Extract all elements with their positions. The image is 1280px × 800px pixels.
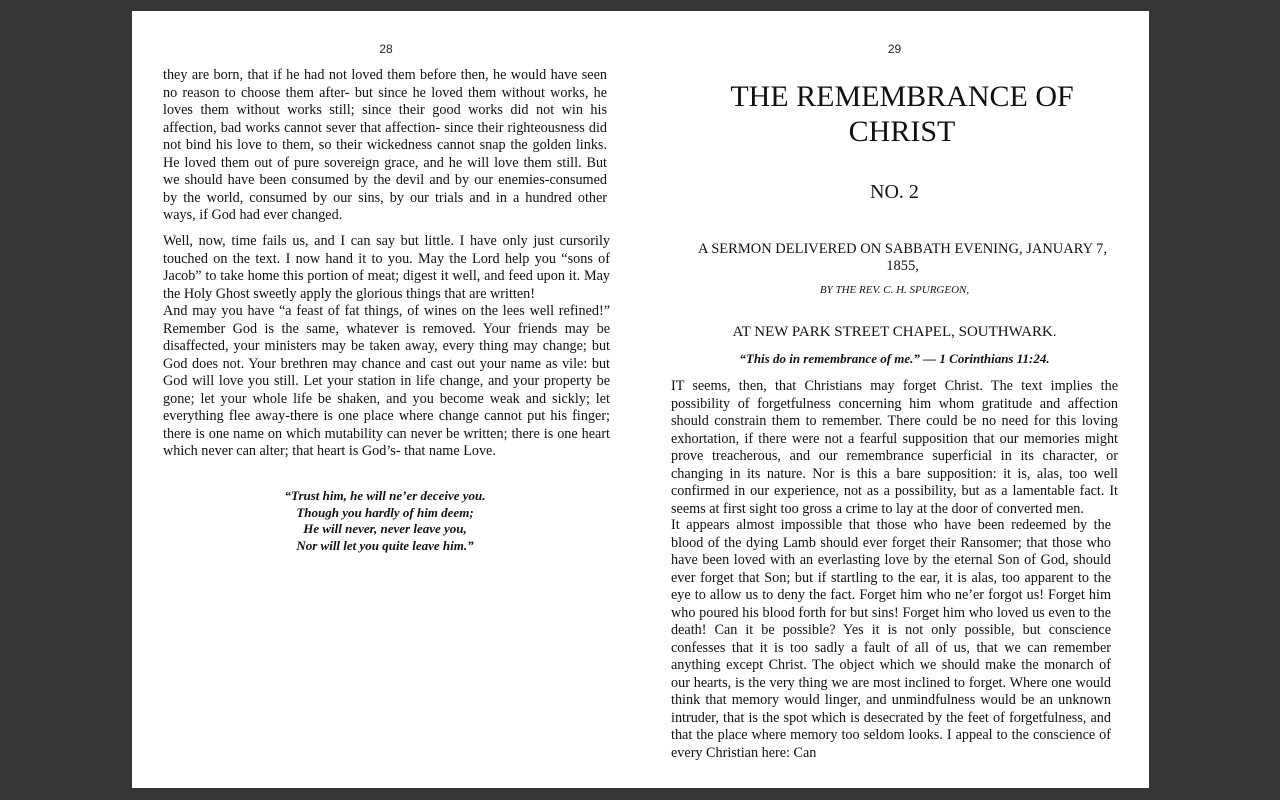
- body-paragraph: And may you have “a feast of fat things, of wines on the lees well refined!” Remember God is the same, whatever is removed. Your friends may be disaffected, your ministers may be taken away, every thing may change; but God does not. Your brethren may chance and cast out your name as vile: but God will love you still. Let your station in life change, and your property be gone; let your whole life be shaken, and you become weak and sickly; let everything flee away-there is one place where change cannot put his finger; there is one name on which mutability can never be written; there is one heart which never can alter; that heart is God’s- that name Love.: [163, 303, 610, 459]
- poem-line: He will never, never leave you,: [303, 521, 467, 536]
- scripture-verse: “This do in remembrance of me.” — 1 Corinthians 11:24.: [739, 351, 1050, 366]
- left-page: [132, 11, 640, 788]
- poem-line: “Trust him, he will ne’er deceive you.: [284, 488, 486, 503]
- delivery-line: 1855,: [886, 258, 919, 274]
- delivery-line: A SERMON DELIVERED ON SABBATH EVENING, JANUARY 7,: [697, 241, 1108, 257]
- sermon-number: NO. 2: [870, 181, 919, 203]
- right-page: [640, 11, 1149, 788]
- page-number: 29: [887, 42, 902, 56]
- poem-quote: [163, 488, 607, 554]
- document-spread: [132, 11, 1149, 788]
- title-line: THE REMEMBRANCE OF: [730, 80, 1074, 113]
- sermon-delivery-line: [685, 241, 1120, 275]
- body-paragraph: they are born, that if he had not loved them before then, he would have seen no reason to choose them after- but since he loved them without works, he loves them without works still; since their good works did not win his affection, bad works cannot sever that affection- since their righteousness did not bind his love to them, so their wickedness cannot snap the golden links. He loved them out of pure sovereign grace, and he will love them still. But we should have been consumed by the devil and by our enemies-consumed by the world, consumed by our sins, by our trials and in a hundred other ways, if God had ever changed.: [163, 67, 607, 223]
- body-paragraph: Well, now, time fails us, and I can say but little. I have only just cursorily touched on the text. I now hand it to you. May the Lord help you “sons of Jacob” to take home this portion of meat; digest it well, and feed upon it. May the Holy Ghost sweetly apply the glorious things that are written!: [163, 233, 610, 302]
- title-line: CHRIST: [848, 115, 956, 148]
- author-line: BY THE REV. C. H. SPURGEON,: [819, 284, 970, 296]
- poem-line: Nor will let you quite leave him.”: [296, 537, 474, 553]
- sermon-title: [712, 79, 1092, 149]
- poem-line: Though you hardly of him deem;: [296, 504, 474, 520]
- page-number: 28: [379, 42, 393, 56]
- body-paragraph: It appears almost impossible that those who have been redeemed by the blood of the dying Lamb should ever forget their Ransomer; that those who have been loved with an everlasting love by the eternal Son of God, should ever forget that Son; but if startling to the ear, it is alas, too apparent to the eye to allow us to deny the fact. Forget him who ne’er forgot us! Forget him who poured his blood forth for but sins! Forget him who loved us even to the death! Can it be possible? Yes it is not only possible, but conscience confesses that it is too sadly a fault of all of us, that we can remember anything except Christ. The object which we should make the monarch of our hearts, is the very thing we are most inclined to forget. Where one would think that memory would linger, and unmindfulness would be an unknown intruder, that is the spot which is desecrated by the feet of forgetfulness, and that the place where memory too seldom looks. I appeal to the conscience of every Christian here: Can: [671, 517, 1111, 761]
- body-text-block: [163, 233, 610, 461]
- body-paragraph: IT seems, then, that Christians may forget Christ. The text implies the possibility of forgetfulness concerning him whom gratitude and affection should constrain them to remember. There could be no need for this loving exhortation, if there were not a fearful supposition that our memories might prove treacherous, and our remembrance superficial in its character, or changing in its nature. Nor is this a bare supposition: it is, alas, too well confirmed in our experience, not as a possibility, but as a lamentable fact. It seems at first sight too gross a crime to lay at the door of converted men.: [671, 378, 1118, 517]
- location-line: AT NEW PARK STREET CHAPEL, SOUTHWARK.: [732, 324, 1057, 340]
